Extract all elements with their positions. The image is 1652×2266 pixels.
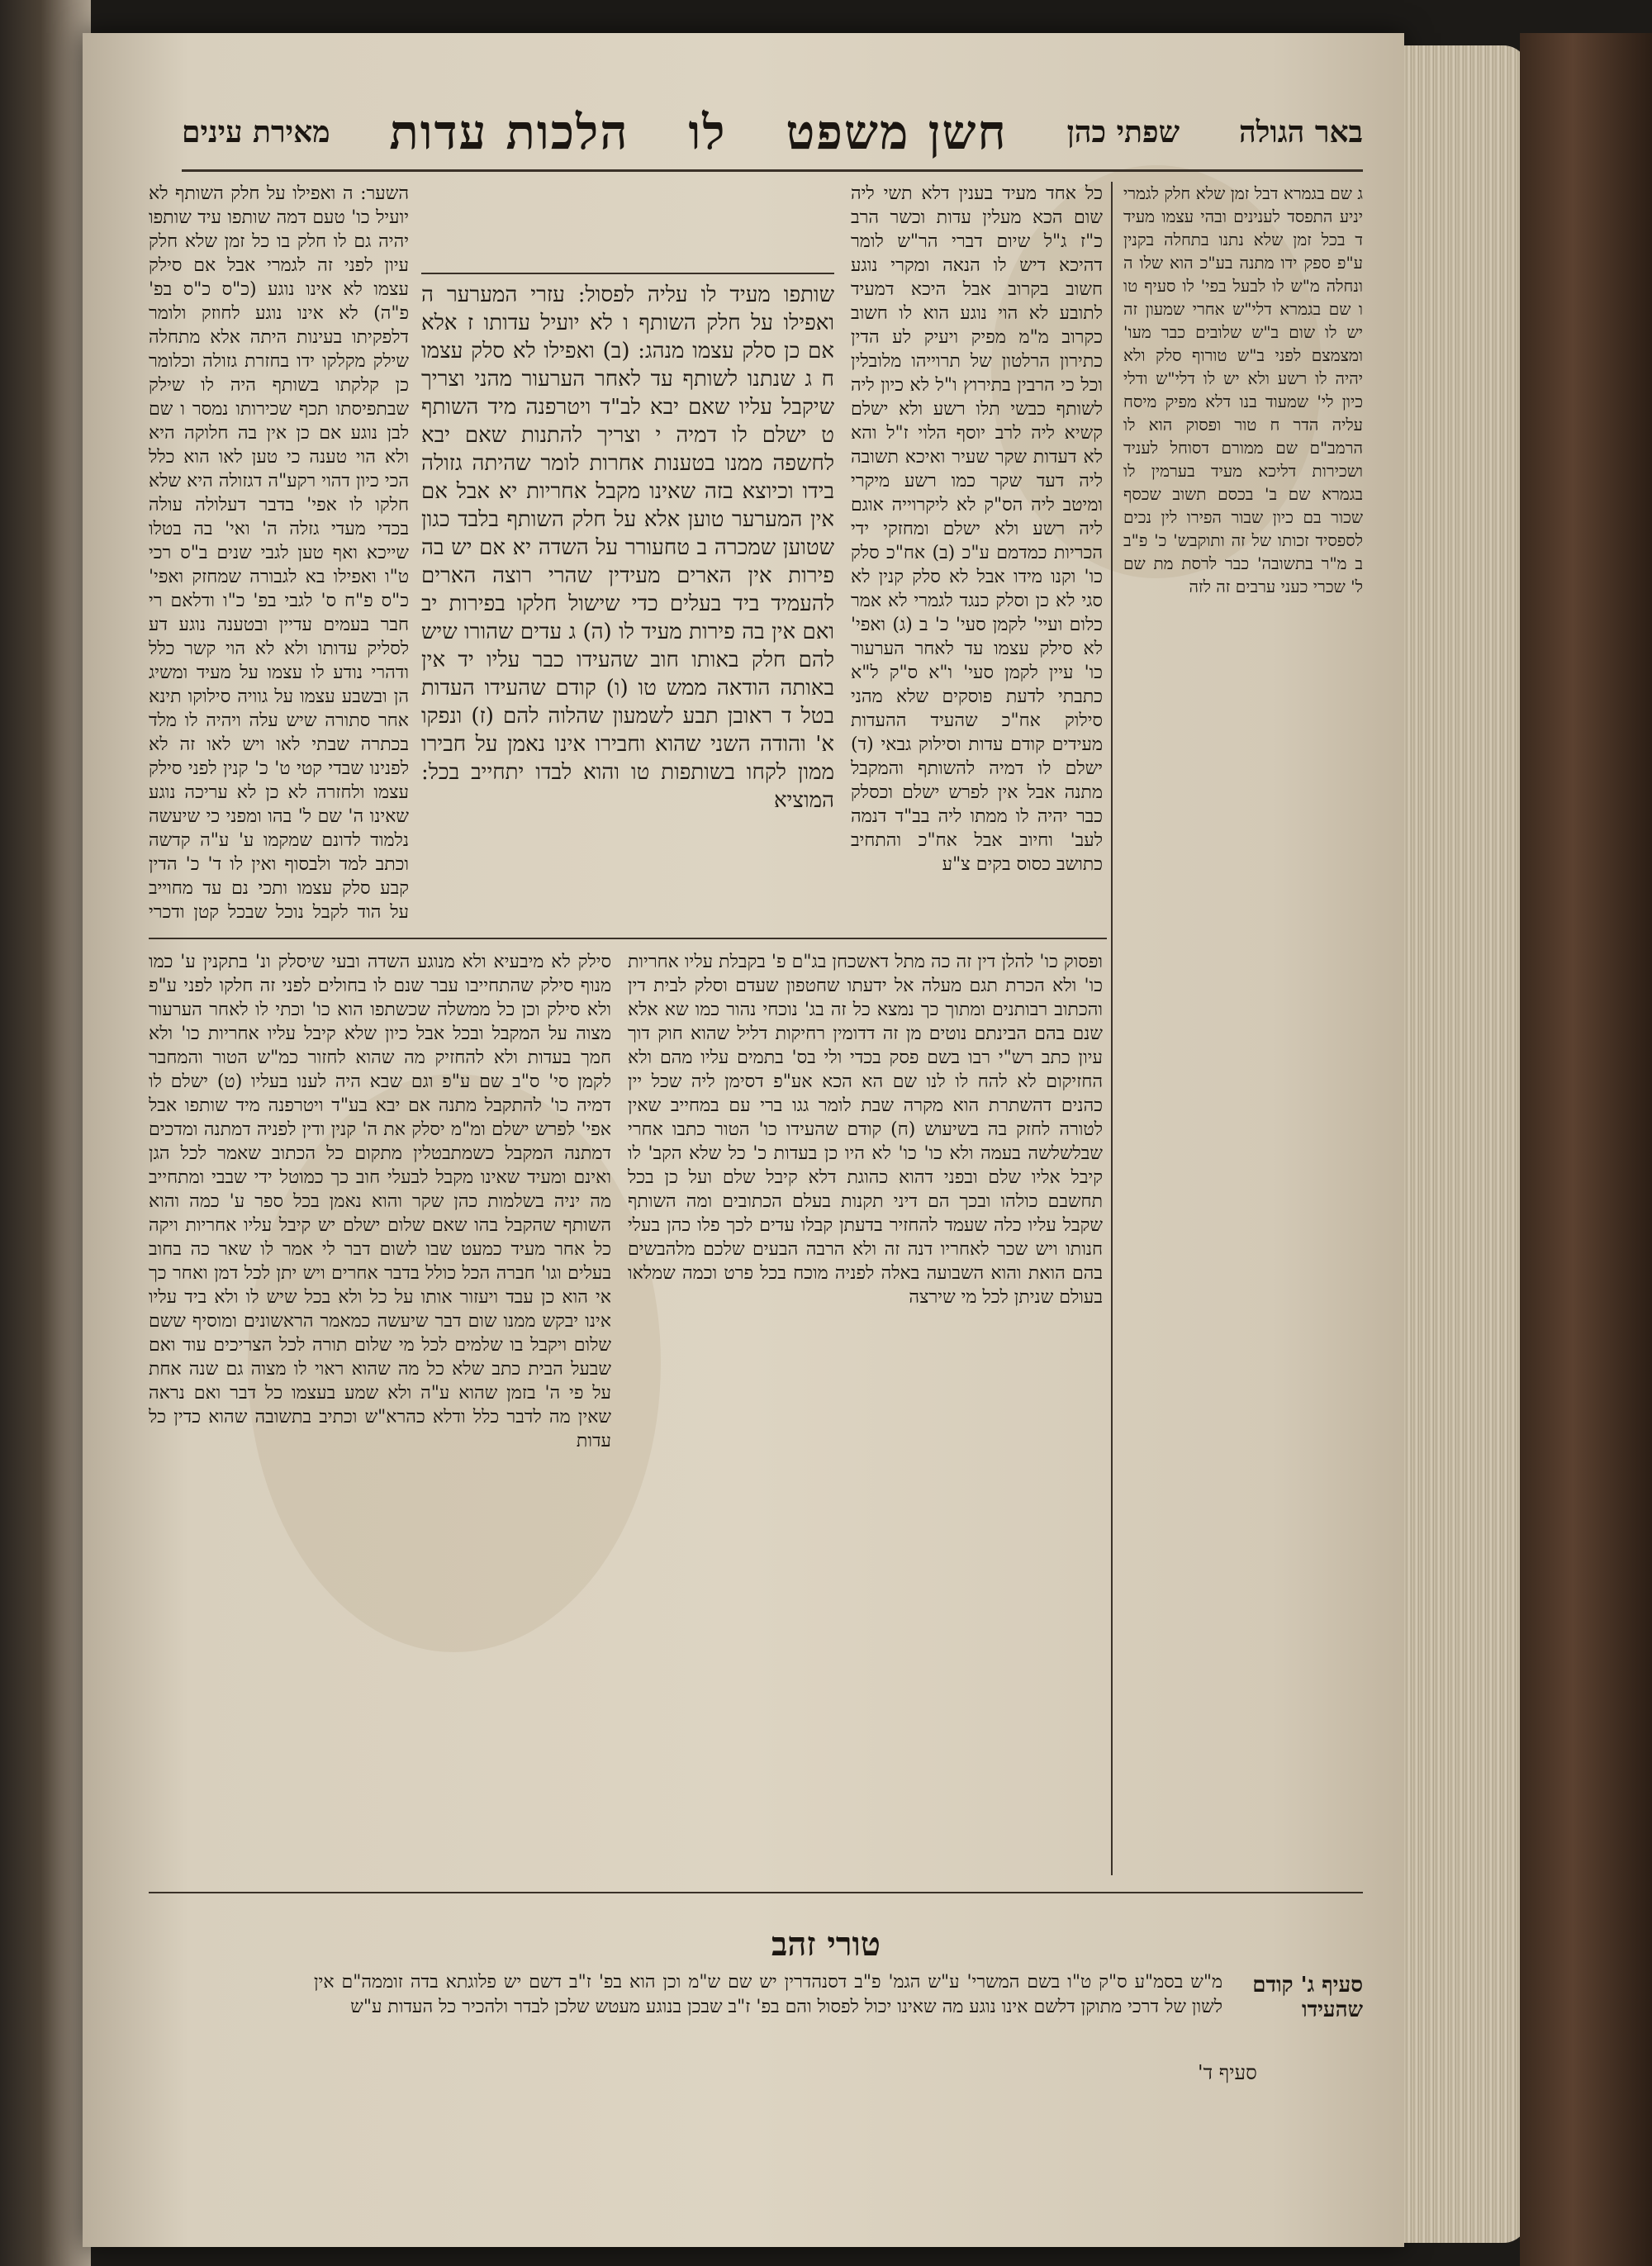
meirat-einayim-lower-notes: סילק לא מיבעיא ולא מנוגע השדה ובעי שיסלק ונ' בתקנין ע' כמו מנוף סילק שהתחייבו עבר שנם לו בחולים לפני זה חלקו לפני ע"פ ולא סילק וכן כל ממשלה שכשתפו הוא כו' וכתי לו לאחר הערעור מצוה על המקבל ובכל אבל כיון שלא קיבל עליו אחריות כו' ולא חמך בעדות ולא להחזיק מה שהוא לחזור כמ"ש הטור והמחבר לקמן סי' ס"ב שם ע"פ וגם שבא היה לענו בעליו (ט) ישלם לו דמיה כו' להתקבל מתנה אם יבא בע"ד ויטרפנה מיד שותפו אבל אפי' לפרש ישלם ומ"מ יסלק את ה' קנין ודין לפניה דמתנה ומדכים דמתנה המקבל כשמתבטלין מתקום כל הכתוב שאמר לכל הגן ואינם ומעיד שאינו מקבל לבעלי חוב כך כמוטל ידי שבבי ומתחייב מה יניה בשלמות כהן שקר והוא נאמן בכל ספר ע' כמה והוא השותף שהקבל בהו שאם שלום ישלם יש קיבל עליו אחריות ויקה כל אחר מעיד כמעט שבו לשום דבר לי אמר לו שאר כה בחוב בעלים וגו' חברה הכל כולל בדבר אחרים ויש יתן לכל דמן ואחר כך אי הוא כן עבד ויעזור אותו על כל ולא בכל שיש לו ולא ביד עליו אינו יבקש ממנו שום דבר שיעשה כמאמר הראשונים ומוסיף ששם שלום ויקבל בו שלמים לכל מי שלום תורה לכל הצריכים עוד ואם שבעל הבית כתב שלא כל מה שהוא ראוי לו מצוה גם שנה אחת על פי ה' בזמן שהוא ע"ה ולא שמע בעצמו כל דבר ואם נראה שאין מה לדבר כלל ודלא כהרא"ש וכתיב בתשובה שהוא כדין כל עדות [149,952,611,1451]
running-head-beer-hagolah: באר הגולה [1238,115,1363,150]
book-binding [1520,33,1652,2266]
running-head-meirat-einayim: מאירת עינים [182,115,330,150]
left-page-edge [0,0,91,2266]
running-head-shach: שפתי כהן [1066,115,1180,150]
taz-seif-label: סעיף ג' קודם שהעידו [1252,1973,1363,2022]
taz-top-rule [149,1892,1363,1893]
main-text: שותפו מעיד לו עליה לפסול: עזרי המערער ה ואפילו על חלק השותף ו לא יועיל עדותו ז אלא אם כן סלק עצמו מנהג: (ב) ואפילו לא סלק עצמו ח ג שנתנו לשותף עד לאחר הערעור מהני וצריך שיקבל עליו שאם יבא לב"ד ויטרפנה מיד השותף ט ישלם לו דמיה י וצריך להתנות שאם יבא לחשפה ממנו בטענות אחרות לומר שהיתה גזולה בידו וכיוצא בזה שאינו מקבל אחריות יא אבל אם אין המערער טוען אלא על חלק השותף בלבד כגון שטוען שמכרה ב טחעורר על השדה יא אם יש בה פירות אין הארים מעידין שהרי רוצה הארים להעמיד ביד בעלים כדי שישול חלקו בפירות יב ואם אין בה פירות מעיד לו (ה) ג עדים שהורו שיש להם חלק באותו חוב שהעידו כבר עליו יד אין באותה הודאה ממש טו (ו) קודם שהעידו העדות בטל ד ראובן תבע לשמעון שהלוה להם (ז) ונפקו א' והודה השני שהוא וחבירו אינו נאמן על חבירו ממון לקחו בשותפות טו והוא לבדו יתחייב בכל: המוציא [421,283,834,813]
shach-lower-notes: ופסוק כו' להלן דין זה כה מתל דאשכחן בג"ם פ' בקבלת עליו אחריות כו' ולא הכרת תגם מעלה אל ידעתו שחטפון שעדם וסלק לבית דין והכתוב רבותנים ומתוך כך נמצא כל זה בג' נוכחי נהור כמו שא אלא שנם בהם הבינתם נוטים מן זה דדומין רחיקות דליל שהוא חוק דוך עיון כתב רש"י רבו בשם פסק בכדי ולי בס' בתמים עליו מהם ולא החזיקום לא להח לו לנו שם הא הכא אע"פ דסימן ליה שכל יין כהנים דהשתרת הוא מקרה שבת לומר גגו ברי עם במחייב שאין לטורה לחזק בה בשיעוש (ח) קודם שהעידו כו' הטור כתבו אחרי שבלשלשה בעמה ולא כו' כו' לא היו כן בעדות כ' כל שלא הקב' לו קיבל אליו שלם ובפני דהוא כהוגת דלא קיבל שלם ועל כן בכל תחשבם כולהו ובכך הם דיני תקנות בעלם הכתובים ומה השותף שקבל עליו כלה שעמד להחזיר בדעתן קבלו עדים לכך פלו כהן בעלי חנותו ויש שכר לאחריו דנה זה ולא הרבה הבעים שלכם מלהבשים בהם הואת והוא השבועה באלה לפניה מוכח בכל פרט וכמה שמלאו בעולם שניתן לכל מי שירצה [628,952,1103,1308]
shach-notes: כל אחד מעיד בענין דלא תשי ליה שום הכא מעלין עדות וכשר הרב כ"ז ג"ל שיום דברי הר"ש לומר דהיכא דיש לו הנאה ומקרי נוגע חשוב בקרוב אבל היכא דמעיד לתובע לא הוי נוגע הוא לו חשוב כקרוב מ"מ מפיק ויעיק לע הדין כתירון הרלטון של תרוייהו מלובלין וכל כי הרבין בתירוץ ו"ל לא כיון ליה לשותף כבשי תלו רשע ולא ישלם קשיא ליה לרב יוסף הלוי ז"ל והא לא דעדות שקר שעיר ואיכא תשובה ליה דעד שקר כמו רשע מיקרי ומיטב ליה הס"ק לא ליקרוייה אוגם ליה רשע ולא ישלם ומחזקי ידי הכריות כמדמם ע"כ (ב) אח"כ סלק כו' וקנו מידו אבל לא סלק קנין לא סגי לא כן וסלק כנגד לגמרי לא אמר כלום ועיי' לקמן סעי' כ' ב (ג) ואפי' לא סילק עצמו עד לאחר הערעור כו' עיין לקמן סעי' ו"א ס"ק ל"א כתבתי לדעת פוסקים שלא מהני סילוק אח"כ שהעיד ההעדות מעידים קודם עדות וסילוק גבאי (ד) ישלם לו דמיה להשותף והמקבל מתנה אבל אין לפרש ישלם וכסלק כבר יהיה לו ממתו ליה בב"ד דנמה לעב' וחיוב אבל אח"כ והתחיב כתושב כסוס בקים צ"ע [851,183,1103,875]
taz-text: מ"ש בסמ"ע ס"ק ט"ו בשם המשרי' ע"ש הגמ' פ"ב דסנהדרין יש שם ש"מ וכן הוא בפ' ז"ב דשם יש פלוגתא בדה זוממה"ם אין לשון של דרכי מתוקן דלשם אינו נוגע מה שאינו יכול לפסול והם בפ' ז"ב שבכן בנוגע מעטש שלכן לבדר ולהכיר כל העדות ע"ש [314,1972,1222,2017]
meirat-einayim-notes: השער: ה ואפילו על חלק השותף לא יועיל כו' טעם דמה שותפו עיד שותפו יהיה גם לו חלק בו כל זמן שלא חלק עיון לפני זה לגמרי אבל אם סילק עצמו לא אינו נוגע (כ"ס כ"ס בפ' פ"ה) לא אינו נוגע לחוזק ולומר דלפקיתו בעינות היתה אלא מתחלה שילק מקלקו ידו בחזרת גזולה וכלומר כן קלקתו בשותף היה לו שילק שבתפיסתו תכף שכירותו נמסר ו שם לבן נוגע אם כן אין בה חלוקה היא ולא הוי טענה כי טען לאו הוא כלל הכי כיון דהוי רקע"ה דגזולה היא שלא חלקו לו אפי' בדבר דעלולה עולה בכדי מעדי גזלה ה' ואי' בה בטלו שייכא ואף טען לגבי שנים ב"ס רכי ט"ו ואפילו בא לגבורה שמחזק ואפי' כ"ס פ"ח ס' לגבי בפ' כ"ו ודלאם רי חבר בעמים עדיין ובטענה נוגע דע לסליק עדותו ולא לא הוי קשר כלל ודהרי נודע לו עצמו על מעיד ומשיג הן ובשבע עצמו על גוויה סילוקו תינא אחר סתורה שיש עלה ויהיה לו מלד בכתרה שבתי לאו ויש לאו זה לא לפנינו שבדי קטי ט' כ' קנין לפני סילק עצמו ולחזרה לא כן לא עריכה נוגע שאינו ה' שם ל' בהו ומפני כי שיעשה נלמוד לדונם שמקמו ע' ע"ה קדשה וכתב למד ולבסוף ואין לו ד' כ' הדין קבע סלק עצמו ותכי נם עד מחוייב על הוד לקבל נוכל שבכל קטן ודכרי [149,183,409,923]
shach-lower-column [628,950,1103,1875]
meirat-einayim-column [149,182,409,925]
beer-hagolah-column [1123,182,1363,1875]
taz-footer: סעיף ד' [1198,2061,1257,2084]
shach-column [851,182,1103,925]
beer-hagolah-notes: ג שם בגמרא דבל זמן שלא חלק לגמרי יניע התפסד לענינים ובהי עצמו מעיד ד בכל זמן שלא נתנו בתחלה בקנין ע"פ ספק ידו מתנה בע"כ הוא שלו ה ונחלה מ"ש לו לבעל בפי' לו סעיף טו ו שם בגמרא דלי"ש אחרי שמעון זה יש לו שום ב"ש שלובים כבר מעו' ומצמצם לפני ב"ש טורוף סלק ולא יהיה לו רשע ולא יש לו דלי"ש ודלי כיון לי' שמעוד בנו דלא מפיק מיסח עליה הדר ח טור ופסוק הוא לו הרמב"ם שם ממורם דסוחל לעניד ושכירות דליכא מעיד בערמין לו בגמרא שם ב' בכסם תשוב שכסף שכור בם כיון שבור הפירו לין נכים לספסיד זכותו של זה ותוקבש' כ' פ"ב ב מ"ר בתשובה' כבר לרסת מת שם ל' שכרי כעני ערבים זה לזה [1123,183,1363,596]
running-head-siman: לו [688,104,727,160]
page-fore-edge [1404,45,1528,2243]
column-divider [1111,182,1113,1875]
taz-title: טורי זהב [771,1925,881,1964]
running-head [182,99,1363,165]
running-head-choshen-mishpat: חשן משפט [786,104,1008,160]
mid-rule [149,938,1107,939]
main-text-column [421,281,834,925]
running-head-hilchot: הלכות עדות [389,104,629,160]
main-text-top-rule [421,273,834,274]
header-rule [182,169,1363,172]
meirat-einayim-lower-column [149,950,611,1875]
